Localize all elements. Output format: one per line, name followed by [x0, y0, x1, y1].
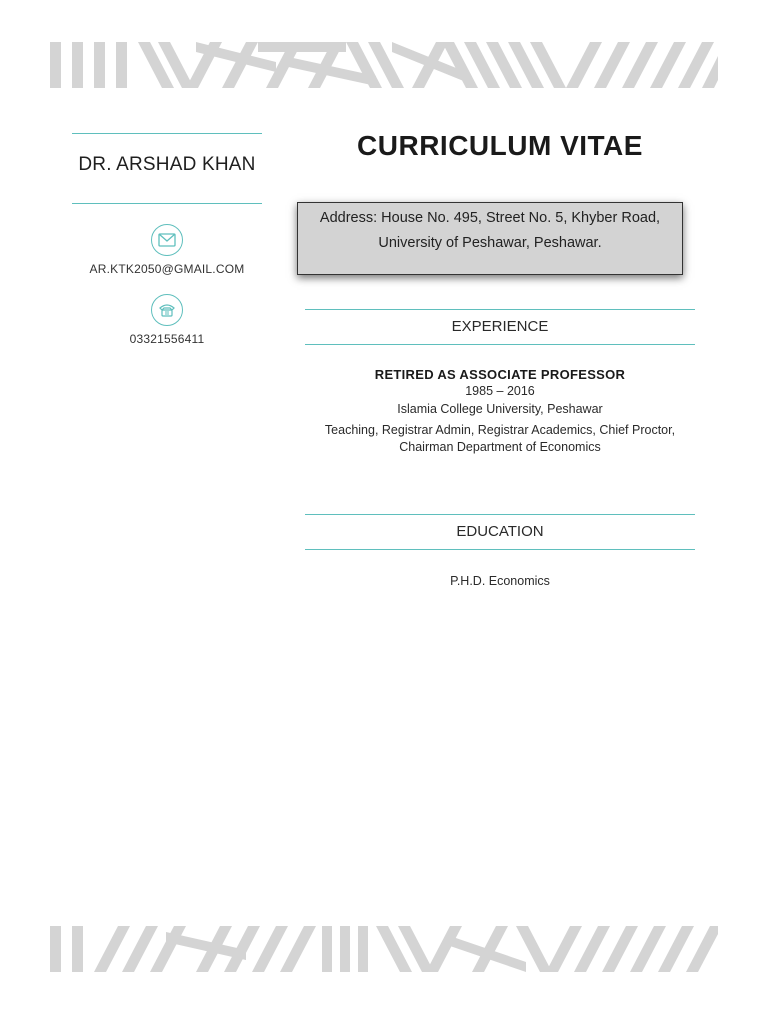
degree: P.H.D. Economics	[450, 574, 550, 588]
job-title: RETIRED AS ASSOCIATE PROFESSOR	[374, 367, 626, 382]
job-institution: Islamia College University, Peshawar	[397, 402, 603, 416]
address-line-1: Address: House No. 495, Street No. 5, Khyber Road,	[319, 210, 661, 226]
education-entry	[305, 574, 695, 588]
experience-heading: EXPERIENCE	[305, 309, 695, 345]
person-name: DR. ARSHAD KHAN	[78, 154, 256, 175]
email-text: AR.KTK2050@GMAIL.COM	[89, 262, 245, 276]
telephone-icon	[151, 294, 183, 326]
job-duties-line-2: Chairman Department of Economics	[399, 440, 601, 454]
job-duties-line-1: Teaching, Registrar Admin, Registrar Academics, Chief Proctor,	[324, 423, 676, 437]
education-heading: EDUCATION	[305, 514, 695, 550]
page-title: CURRICULUM VITAE	[357, 130, 643, 161]
phone-text: 03321556411	[129, 332, 205, 346]
name-block	[72, 134, 262, 203]
address-box	[297, 202, 683, 275]
stripe-pattern-top	[46, 42, 718, 88]
address-line-2: University of Peshawar, Peshawar.	[378, 235, 602, 251]
job-duties	[305, 422, 695, 456]
divider	[72, 203, 262, 204]
phone-contact	[72, 294, 262, 346]
email-contact	[72, 224, 262, 276]
stripe-pattern-bottom	[46, 926, 718, 972]
decorative-bottom-band	[46, 926, 718, 972]
decorative-top-band	[46, 42, 718, 88]
experience-entry	[305, 367, 695, 456]
envelope-icon	[151, 224, 183, 256]
sidebar	[72, 133, 262, 346]
job-period: 1985 – 2016	[465, 384, 535, 398]
